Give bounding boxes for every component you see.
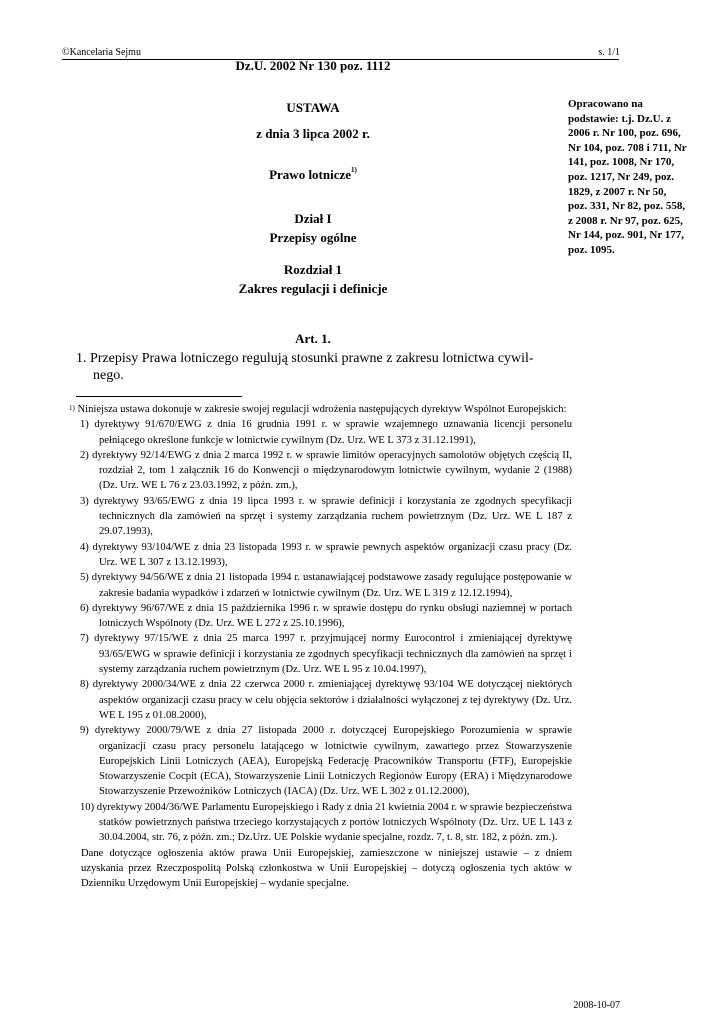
act-date: z dnia 3 lipca 2002 r. [256,126,370,141]
act-name [0,167,626,183]
act-name-footnote-ref[interactable]: 1) [351,166,357,174]
directive-item: 10) dyrektywy 2004/36/WE Parlamentu Europejskiego i Rady z dnia 21 kwietnia 2004 r. w sprawie bezpieczeństwa statków powietrznych państwa trzeciego korzystających z portów lotniczych Wspólnoty (Dz. Urz. UE L 143 z 30.04.2004, str. 76, z późn. zm.; Dz.Urz. UE Polskie wydanie specjalne, rozdz. 7, t. 8, str. 182, z późn. zm.). [80,801,572,844]
directive-item: 1) dyrektywy 91/670/EWG z dnia 16 grudnia 1991 r. w sprawie wzajemnego uznawania licencji personelu pełniącego określone funkcje w lotnictwie cywilnym (Dz. Urz. WE L 373 z 31.12.1991), [80,419,572,446]
header-publisher: ©Kancelaria Sejmu [62,47,141,58]
footnote-separator [76,396,242,397]
footer-date: 2008-10-07 [573,1000,620,1011]
directive-list [69,417,572,845]
directive-item: 9) dyrektywy 2000/79/WE z dnia 27 listopada 2000 r. dotyczącej Europejskiego Porozumienia w sprawie organizacji czasu pracy personelu latającego w lotnictwie cywilnym, zawartego przez Stowarzyszenie Europejskich Linii Lotniczych (AEA), Europejską Federację Pracowników Transportu (FTF), Europejskie Stowarzyszenie Cocpit (ECA), Stowarzyszenie Linii Lotniczych Regionów Europy (ERA) i Międzynarodowe Stowarzyszenie Przewoźników Lotniczych (IACA) (Dz. Urz. WE L 302 z 01.12.2000), [80,725,572,798]
footnote [69,402,572,892]
document-reference: Dz.U. 2002 Nr 130 poz. 1112 [235,58,391,73]
directive-item: 2) dyrektywy 92/14/EWG z dnia 2 marca 1992 r. w sprawie limitów operacyjnych samolotów objętych częścią II, rozdział 2, tom 1 załącznik 16 do Konwencji o międzynarodowym lotnictwie cywilnym, wydanie 2 (1988) (Dz. Urz. WE L 76 z 23.03.1992, z późn. zm.), [80,449,572,492]
directive-item: 5) dyrektywy 94/56/WE z dnia 21 listopada 1994 r. ustanawiającej podstawowe zasady regulujące postępowanie w zakresie badania wypadków i zdarzeń w lotnictwie cywilnym (Dz. Urz. WE L 319 z 12.12.1994), [80,572,572,599]
directive-item: 7) dyrektywy 97/15/WE z dnia 25 marca 1997 r. przyjmującej normy Eurocontrol i zmieniającej dyrektywę 93/65/EWG w sprawie definicji i korzystania ze zgodnych specyfikacji technicznych dla zamówień na sprzęt i systemy zarządzania ruchem powietrznym (Dz. Urz. WE L 95 z 10.04.1997), [80,633,572,676]
directive-item: 8) dyrektywy 2000/34/WE z dnia 22 czerwca 2000 r. zmieniającej dyrektywę 93/104 WE dotyczącej niektórych aspektów organizacji czasu pracy w celu objęcia sektorów i działalności wyłączonej z tej dyrektywy (Dz. Urz. WE L 195 z 01.08.2000), [80,679,572,721]
footnote-closing: Dane dotyczące ogłoszenia aktów prawa Unii Europejskiej, zamieszczone w niniejszej ustawie – z dniem uzyskania przez Rzeczpospolitą Polską członkostwa w Unii Europejskiej – dotyczą ogłoszenia tych aktów w Dzienniku Urzędowym Unii Europejskiej – wydanie specjalne. [81,847,572,890]
directive-item: 3) dyrektywy 93/65/EWG z dnia 19 lipca 1993 r. w sprawie definicji i korzystania ze zgodnych specyfikacji technicznych dla zamówień na sprzęt i systemy zarządzania ruchem powietrznym (Dz. Urz. WE L 187 z 29.07.1993), [80,495,572,538]
division-title: Przepisy ogólne [269,230,357,245]
division-heading: Dział I [294,211,332,226]
footnote-intro-text: Niniejsza ustawa dokonuje w zakresie swojej regulacji wdrożenia następujących dyrektyw Wspólnot Europejskich: [77,404,567,415]
directive-item: 4) dyrektywy 93/104/WE z dnia 23 listopada 1993 r. w sprawie pewnych aspektów organizacji czasu pracy (Dz. Urz. WE L 307 z 13.12.1993), [80,541,572,568]
article-paragraph-1: 1. Przepisy Prawa lotniczego regulują stosunki prawne z zakresu lotnictwa cywil- [76,351,534,366]
article-heading: Art. 1. [295,331,331,346]
article-paragraph-1-continuation: nego. [93,368,124,383]
footnote-marker: 1) [69,404,75,412]
act-name-text: Prawo lotnicze [269,167,352,182]
header-page-number: s. 1/1 [598,47,620,58]
chapter-heading: Rozdział 1 [283,262,343,277]
source-sidenote: Opracowano na podstawie: t.j. Dz.U. z 2006 r. Nr 100, poz. 696, Nr 104, poz. 708 i 711, Nr 141, poz. 1008, Nr 170, poz. 1217, Nr 249, poz. 1829, z 2007 r. Nr 50, poz. 331, Nr 82, poz. 558, z 2008 r. Nr 97, poz. 625, Nr 144, poz. 901, Nr 177, poz. 1095. [568,98,687,256]
footnote-intro [69,402,572,417]
directive-item: 6) dyrektywy 96/67/WE z dnia 15 października 1996 r. w sprawie dostępu do rynku obsługi naziemnej w portach lotniczych Wspólnoty (Dz. Urz. WE L 272 z 25.10.1996), [80,602,572,630]
chapter-title: Zakres regulacji i definicje [238,281,388,296]
act-type: USTAWA [286,100,340,115]
